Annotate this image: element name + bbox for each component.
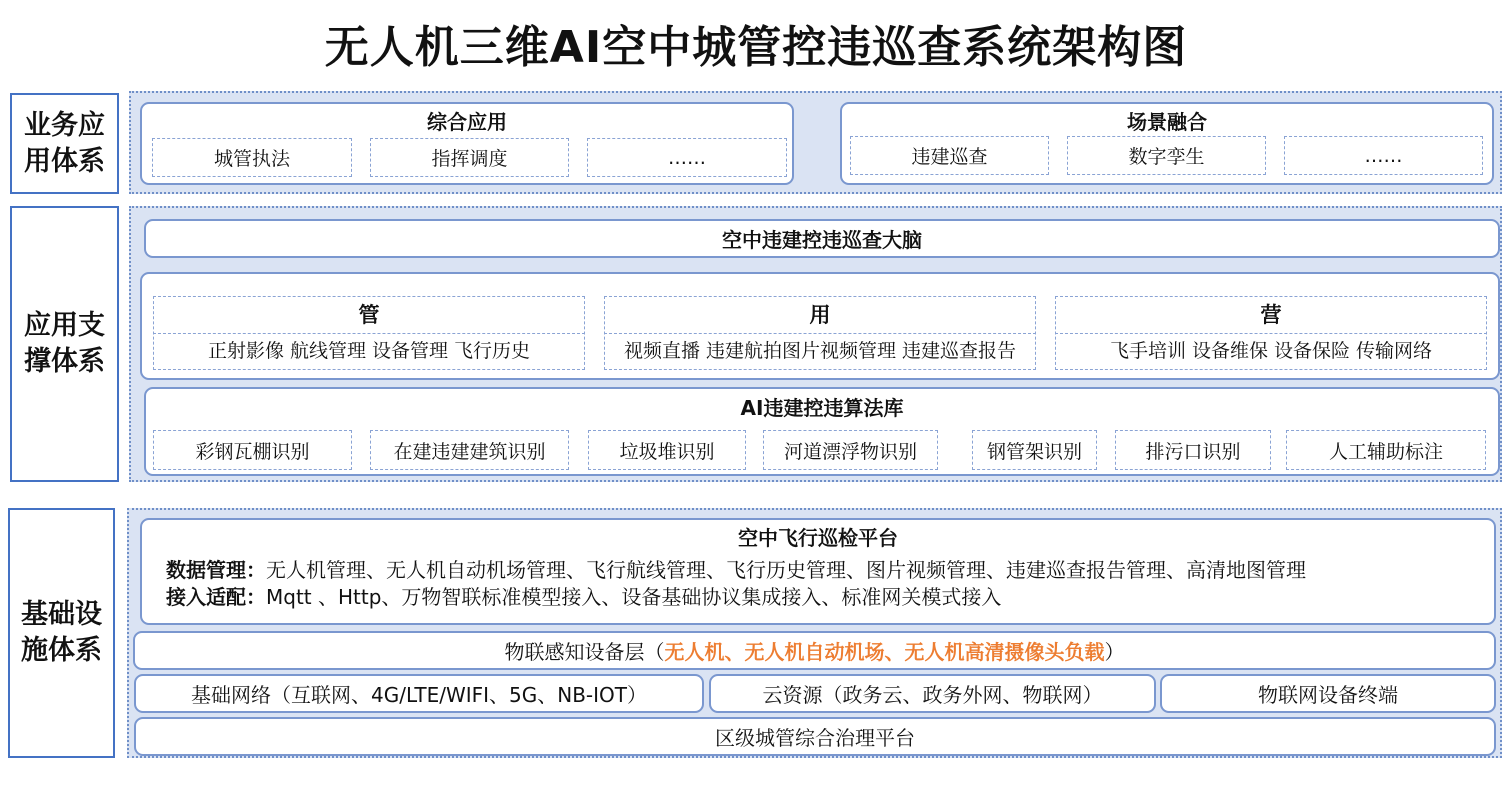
scene-item-violation-patrol: 违建巡查: [850, 136, 1049, 175]
layer-label-business: 业务应 用体系: [10, 93, 119, 194]
cloud-resources-box: 云资源（政务云、政务外网、物联网）: [709, 674, 1156, 713]
iot-perception-layer: [133, 631, 1496, 670]
scene-fusion-title: 场景融合: [1127, 110, 1207, 134]
access-adaptation-text: Mqtt 、Http、万物智联标准模型接入、设备基础协议集成接入、标准网关模式接入: [266, 585, 1002, 609]
iot-layer-highlight: 无人机、无人机自动机场、无人机高清摄像头负载: [664, 640, 1105, 664]
comprehensive-app-title: 综合应用: [427, 110, 507, 134]
access-adaptation-row: [166, 583, 1486, 611]
algorithm-library-title: AI违建控违算法库: [740, 396, 904, 420]
base-network-box: 基础网络（互联网、4G/LTE/WIFI、5G、NB-IOT）: [134, 674, 704, 713]
group-operate-divider: [1055, 333, 1487, 334]
data-management-text: 无人机管理、无人机自动机场管理、飞行航线管理、飞行历史管理、图片视频管理、违建巡查报告管理、高清地图管理: [266, 558, 1306, 582]
algorithm-river-float: 河道漂浮物识别: [763, 430, 938, 470]
group-operate-items: 飞手培训 设备维保 设备保险 传输网络: [1109, 340, 1433, 362]
data-management-label: 数据管理：: [166, 558, 266, 582]
app-item-command-dispatch: 指挥调度: [370, 138, 569, 177]
district-governance-platform: 区级城管综合治理平台: [134, 717, 1496, 756]
layer-label-support: 应用支 撑体系: [10, 206, 119, 482]
access-adaptation-label: 接入适配：: [166, 585, 266, 609]
group-use-items: 视频直播 违建航拍图片视频管理 违建巡查报告: [623, 340, 1017, 362]
group-manage-divider: [153, 333, 585, 334]
layer-label-infra: 基础设 施体系: [8, 508, 115, 758]
group-operate-title: 营: [1260, 303, 1282, 327]
iot-layer-suffix: ）: [1104, 640, 1125, 664]
algorithm-garbage-pile: 垃圾堆识别: [588, 430, 746, 470]
iot-layer-prefix: 物联感知设备层（: [504, 640, 665, 664]
data-management-row: [166, 556, 1486, 584]
page-title: 无人机三维AI空中城管控违巡查系统架构图: [324, 22, 1188, 73]
algorithm-sewage-outlet: 排污口识别: [1115, 430, 1271, 470]
group-use-title: 用: [809, 303, 831, 327]
scene-item-digital-twin: 数字孪生: [1067, 136, 1266, 175]
algorithm-color-steel-shed: 彩钢瓦棚识别: [153, 430, 352, 470]
algorithm-manual-annotation: 人工辅助标注: [1286, 430, 1486, 470]
group-manage-items: 正射影像 航线管理 设备管理 飞行历史: [207, 340, 531, 362]
patrol-brain-panel: 空中违建控违巡查大脑: [144, 219, 1500, 258]
app-item-more: ……: [587, 138, 787, 177]
group-manage-title: 管: [358, 303, 380, 327]
algorithm-steel-scaffold: 钢管架识别: [972, 430, 1097, 470]
flight-platform-title: 空中飞行巡检平台: [738, 526, 898, 550]
group-use-divider: [604, 333, 1036, 334]
app-item-urban-enforcement: 城管执法: [152, 138, 352, 177]
scene-item-more: ……: [1284, 136, 1483, 175]
algorithm-illegal-construction: 在建违建建筑识别: [370, 430, 569, 470]
iot-terminal-box: 物联网设备终端: [1160, 674, 1496, 713]
